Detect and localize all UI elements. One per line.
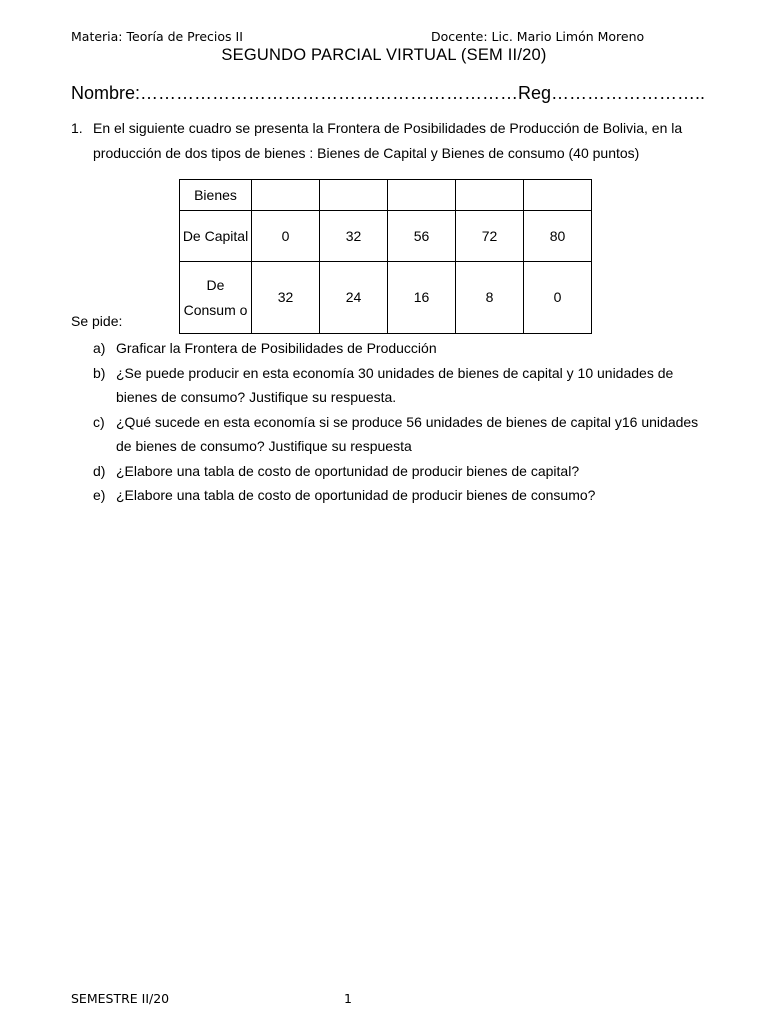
footer-page-number: 1 — [344, 991, 352, 1006]
item-label: d) — [93, 462, 106, 479]
row-label-consumo: De Consum o — [180, 262, 252, 334]
question-1 — [71, 116, 711, 166]
table-cell: 0 — [524, 262, 592, 334]
list-item — [93, 336, 703, 361]
question-1-text: En el siguiente cuadro se presenta la Frontera de Posibilidades de Producción de Bolivia, en la producción de dos tipos de bienes : Bienes de Capital y Bienes de consumo (40 puntos) — [93, 120, 683, 161]
table-cell: 32 — [320, 211, 388, 262]
list-item — [93, 483, 703, 508]
table-cell — [320, 180, 388, 211]
table-row-capital — [180, 211, 592, 262]
table-cell: 24 — [320, 262, 388, 334]
name-reg-line: Nombre:………………………………………………………Reg…………………….. — [71, 83, 706, 103]
table-cell — [524, 180, 592, 211]
table-cell: 80 — [524, 211, 592, 262]
header-teacher: Docente: Lic. Mario Limón Moreno — [431, 29, 645, 44]
row-label-capital: De Capital — [180, 211, 252, 262]
item-text: Graficar la Frontera de Posibilidades de Producción — [116, 340, 437, 356]
table-cell — [388, 180, 456, 211]
table-cell: 0 — [252, 211, 320, 262]
question-1-number: 1. — [71, 120, 83, 136]
item-label: e) — [93, 487, 106, 503]
list-item — [93, 361, 703, 410]
table-cell: 56 — [388, 211, 456, 262]
table-cell — [252, 180, 320, 211]
table-cell — [456, 180, 524, 211]
exam-title: SEGUNDO PARCIAL VIRTUAL (SEM II/20) — [221, 46, 547, 64]
se-pide-label: Se pide: — [71, 313, 123, 329]
table-cell: 16 — [388, 262, 456, 334]
table-header-row — [180, 180, 592, 211]
table-header-label: Bienes — [180, 180, 252, 211]
production-possibilities-table — [179, 179, 592, 334]
item-label: a) — [93, 340, 106, 356]
item-text: ¿Qué sucede en esta economía si se produce 56 unidades de bienes de capital y16 unidades de bienes de consumo? Justifique su respuesta — [116, 413, 699, 454]
footer-semester: SEMESTRE II/20 — [71, 991, 170, 1006]
header-subject: Materia: Teoría de Precios II — [71, 29, 243, 44]
question-items — [93, 336, 703, 508]
list-item — [93, 410, 703, 459]
item-label: c) — [93, 413, 105, 430]
item-text: ¿Elabore una tabla de costo de oportunidad de producir bienes de consumo? — [116, 487, 596, 503]
table-cell: 32 — [252, 262, 320, 334]
table-row-consumo — [180, 262, 592, 334]
item-text: ¿Se puede producir en esta economía 30 unidades de bienes de capital y 10 unidades de bienes de consumo? Justifique su respuesta. — [116, 364, 674, 405]
table-cell: 72 — [456, 211, 524, 262]
item-text: ¿Elabore una tabla de costo de oportunidad de producir bienes de capital? — [116, 462, 580, 479]
item-label: b) — [93, 364, 106, 381]
table-cell: 8 — [456, 262, 524, 334]
list-item — [93, 459, 703, 484]
